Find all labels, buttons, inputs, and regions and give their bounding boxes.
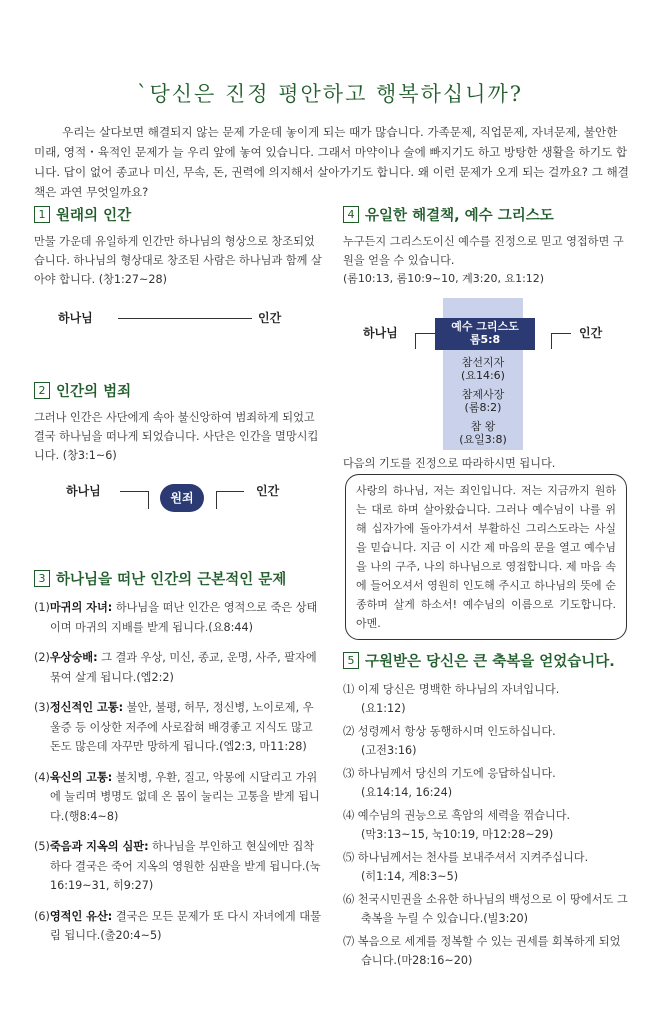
list-item: ⑸ 하나님께서는 천사를 보내주셔서 지켜주십니다. (히1:14, 계8:3~5) <box>343 851 589 883</box>
diagram-god-label: 하나님 <box>363 326 398 340</box>
section-heading <box>34 570 324 590</box>
cross-line-right <box>551 333 571 334</box>
section-root-problems <box>34 570 324 957</box>
cross-line-left <box>415 333 435 334</box>
intro-text: 우리는 살다보면 해결되지 않는 문제 가운데 놓이게 되는 때가 많습니다. 가족문제, 직업문제, 자녀문제, 불안한 미래, 영적・육적인 문제가 늘 우리 앞에 놓여 있습니다. 그래서 마약이나 술에 빠지기도 하고 방탕한 생활을 하기도 합니다. 답이 없어 종교나 미신, 무속, 돈, 권력에 의지해서 살아가기도 합니다. 왜 이런 문제가 오게 되는 걸까요? 그 해결책은 과연 무엇일까요? <box>34 125 629 199</box>
section-text: 만물 가운데 유일하게 인간만 하나님의 형상으로 창조되었습니다. 하나님의 형상대로 창조된 사람은 하나님과 함께 살아야 합니다. (창1:27~28) <box>34 235 322 286</box>
section-blessings <box>343 652 631 974</box>
role-prophet: 참선지자 (요14:6) <box>461 356 505 382</box>
role-king: 참 왕 (요일3:8) <box>459 420 507 446</box>
broken-line-left <box>120 491 148 492</box>
list-item: (6)영적인 유산: 결국은 모든 문제가 또 다시 자녀에게 대물림 됩니다.(출20:4~5) <box>34 909 321 942</box>
cross-horizontal <box>435 318 535 350</box>
intro-paragraph <box>34 122 630 202</box>
section-text: 누구든지 그리스도이신 예수를 진정으로 믿고 영접하면 구원을 얻을 수 있습니다. <box>343 235 624 267</box>
section-fall <box>34 382 324 465</box>
section-original-man <box>34 206 324 289</box>
cross-title: 예수 그리스도 <box>451 320 519 333</box>
prayer-intro: 다음의 기도를 진정으로 따라하시면 됩니다. <box>343 457 556 470</box>
section-only-solution <box>343 206 631 286</box>
page-title: ˋ당신은 진정 평안하고 행복하십니까? <box>136 82 524 106</box>
list-item: ⑵ 성령께서 항상 동행하시며 인도하십니다. (고전3:16) <box>343 725 556 757</box>
section-number: 5 <box>343 652 359 669</box>
section-reference: (롬10:13, 롬10:9~10, 계3:20, 요1:12) <box>343 272 545 285</box>
cross-reference: 롬5:8 <box>469 333 501 346</box>
prayer-box <box>345 474 627 640</box>
prayer-text: 사랑의 하나님, 저는 죄인입니다. 저는 지금까지 원하는 대로 하며 살아왔습니다. 그러나 예수님이 나를 위해 십자가에 돌아가셔서 부활하신 그리스도라는 사실을 믿습니다. 지금 이 시간 제 마음의 문을 열고 예수님을 나의 구주, 나의 하나님으로 영접합니다. 제 마음 속에 들어오셔서 영원히 인도해 주시고 하나님의 뜻에 순종하며 살게 하소서! 예수님의 이름으로 기도합니다. 아멘. <box>356 484 616 630</box>
broken-line-right-drop <box>216 491 217 509</box>
list-item: (4)육신의 고통: 불치병, 우환, 질고, 악몽에 시달리고 가위에 눌리며 병명도 없데 온 몸이 눌리는 고통을 받게 됩니다.(행8:4~8) <box>34 770 320 823</box>
diagram-god-label: 하나님 <box>58 311 93 325</box>
section-heading <box>34 206 324 226</box>
broken-line-right <box>216 491 244 492</box>
section-title: 유일한 해결책, 예수 그리스도 <box>365 208 554 224</box>
section-title: 원래의 인간 <box>56 208 132 224</box>
section-title: 하나님을 떠난 인간의 근본적인 문제 <box>56 572 287 588</box>
section-heading <box>34 382 324 402</box>
cross-line-left-drop <box>415 333 416 349</box>
list-item: (1)마귀의 자녀: 하나님을 떠난 인간은 영적으로 죽은 상태이며 마귀의 지배를 받게 됩니다.(요8:44) <box>34 601 318 634</box>
diagram-man-label: 인간 <box>579 326 603 340</box>
problem-list <box>34 598 324 946</box>
diagram-man-label: 인간 <box>256 484 280 498</box>
section-number: 3 <box>34 570 50 587</box>
blessing-list <box>343 680 631 970</box>
section-number: 4 <box>343 206 359 223</box>
cross-line-right-drop <box>551 333 552 349</box>
role-priest: 참제사장 (롬8:2) <box>461 388 505 414</box>
section-number: 1 <box>34 206 50 223</box>
original-sin-badge: 원죄 <box>160 484 204 512</box>
broken-line-left-drop <box>148 491 149 509</box>
section-text: 그러나 인간은 사단에게 속아 불신앙하여 범죄하게 되었고 결국 하나님을 떠나게 되었습니다. 사단은 인간을 멸망시킵니다. (창3:1~6) <box>34 411 319 462</box>
list-item: ⑺ 복음으로 세계를 정복할 수 있는 권세를 회복하게 되었습니다.(마28:16~20) <box>343 935 621 967</box>
list-item: ⑷ 예수님의 권능으로 흑암의 세력을 꺾습니다. (막3:13~15, 눅10:19, 마12:28~29) <box>343 809 571 841</box>
section-heading <box>343 652 631 672</box>
diagram-man-label: 인간 <box>258 311 282 325</box>
diagram-god-label: 하나님 <box>66 484 101 498</box>
connection-line <box>118 318 252 319</box>
list-item: (5)죽음과 지옥의 심판: 하나님을 부인하고 현실에만 집착하다 결국은 죽어 지옥의 영원한 심판을 받게 됩니다.(눅16:19~31, 히9:27) <box>34 840 321 892</box>
section-title: 인간의 범죄 <box>56 384 132 400</box>
list-item: ⑴ 이제 당신은 명백한 하나님의 자녀입니다. (요1:12) <box>343 683 560 715</box>
list-item: ⑹ 천국시민권을 소유한 하나님의 백성으로 이 땅에서도 그 축복을 누릴 수 있습니다.(빌3:20) <box>343 893 628 925</box>
list-item: ⑶ 하나님께서 당신의 기도에 응답하십니다. (요14:14, 16:24) <box>343 767 556 799</box>
list-item: (2)우상숭배: 그 결과 우상, 미신, 종교, 운명, 사주, 팔자에 묶여 살게 됩니다.(엡2:2) <box>34 651 317 684</box>
section-title: 구원받은 당신은 큰 축복을 얻었습니다. <box>365 654 615 670</box>
list-item: (3)정신적인 고통: 불안, 불평, 허무, 정신병, 노이로제, 우울증 등 이상한 저주에 사로잡혀 배경좋고 지식도 많고 돈도 많은데 자꾸만 망하게 됩니다.(엡2:3, 마11:28) <box>34 701 314 753</box>
section-heading <box>343 206 631 226</box>
section-number: 2 <box>34 382 50 399</box>
